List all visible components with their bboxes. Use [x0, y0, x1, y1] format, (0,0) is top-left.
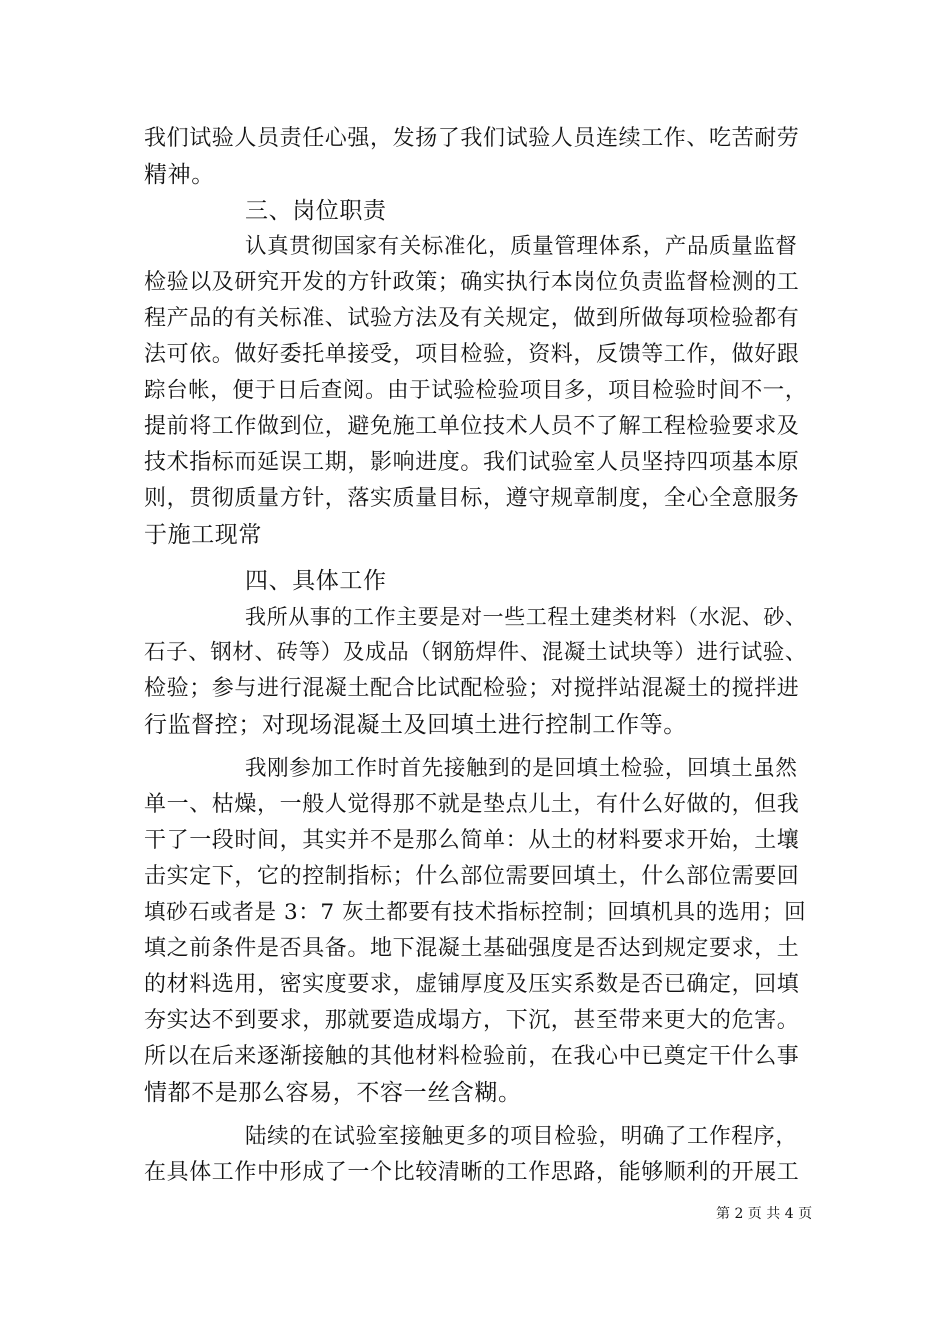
text-line: 单一、枯燥，一般人觉得那不就是垫点儿土，有什么好做的，但我: [144, 792, 800, 817]
text-line: 石子、钢材、砖等）及成品（钢筋焊件、混凝土试块等）进行试验、: [144, 640, 808, 665]
text-line: 精神。: [144, 162, 215, 188]
text-line: 夯实达不到要求，那就要造成塌方，下沉，甚至带来更大的危害。: [144, 1008, 800, 1033]
text-line: 检验；参与进行混凝土配合比试配检验；对搅拌站混凝土的搅拌进: [144, 676, 800, 701]
text-line: 情都不是那么容易，不容一丝含糊。: [144, 1080, 522, 1106]
text-line: 我们试验人员责任心强，发扬了我们试验人员连续工作、吃苦耐劳: [144, 126, 800, 151]
text-line: 法可依。做好委托单接受，项目检验，资料，反馈等工作，做好跟: [144, 342, 800, 367]
text-line: 击实定下，它的控制指标；什么部位需要回填土，什么部位需要回: [144, 864, 800, 889]
text-line: 行监督控；对现场混凝土及回填土进行控制工作等。: [144, 712, 687, 738]
text-line: 填砂石或者是 3：7 灰土都要有技术指标控制；回填机具的选用；回: [144, 900, 807, 925]
text-line: 填之前条件是否具备。地下混凝土基础强度是否达到规定要求，土: [144, 936, 800, 961]
text-line: 干了一段时间，其实并不是那么简单：从土的材料要求开始，土壤: [144, 828, 800, 853]
text-line: 的材料选用，密实度要求，虚铺厚度及压实系数是否已确定，回填: [144, 972, 800, 997]
paragraph-first-line: 认真贯彻国家有关标准化，质量管理体系，产品质量监督: [245, 234, 798, 259]
paragraph-first-line: 我所从事的工作主要是对一些工程土建类材料（水泥、砂、: [245, 605, 807, 629]
text-line: 踪台帐，便于日后查阅。由于试验检验项目多，项目检验时间不一，: [144, 378, 808, 403]
text-line: 提前将工作做到位，避免施工单位技术人员不了解工程检验要求及: [144, 414, 800, 439]
page-number-footer: 第 2 页 共 4 页: [716, 1206, 813, 1222]
text-line: 于施工现常: [144, 522, 262, 548]
text-line: 技术指标而延误工期，影响进度。我们试验室人员坚持四项基本原: [144, 450, 800, 475]
text-line: 程产品的有关标准、试验方法及有关规定，做到所做每项检验都有: [144, 306, 800, 331]
text-line: 所以在后来逐渐接触的其他材料检验前，在我心中已奠定干什么事: [144, 1044, 800, 1069]
section-heading: 四、具体工作: [245, 568, 387, 594]
text-line: 检验以及研究开发的方针政策；确实执行本岗位负责监督检测的工: [144, 270, 800, 295]
paragraph-first-line: 陆续的在试验室接触更多的项目检验，明确了工作程序，: [245, 1124, 798, 1149]
text-line: 在具体工作中形成了一个比较清晰的工作思路，能够顺利的开展工: [144, 1160, 800, 1185]
paragraph-first-line: 我刚参加工作时首先接触到的是回填土检验，回填土虽然: [245, 756, 798, 781]
section-heading: 三、岗位职责: [245, 198, 387, 224]
text-line: 则，贯彻质量方针，落实质量目标，遵守规章制度，全心全意服务: [144, 486, 800, 511]
